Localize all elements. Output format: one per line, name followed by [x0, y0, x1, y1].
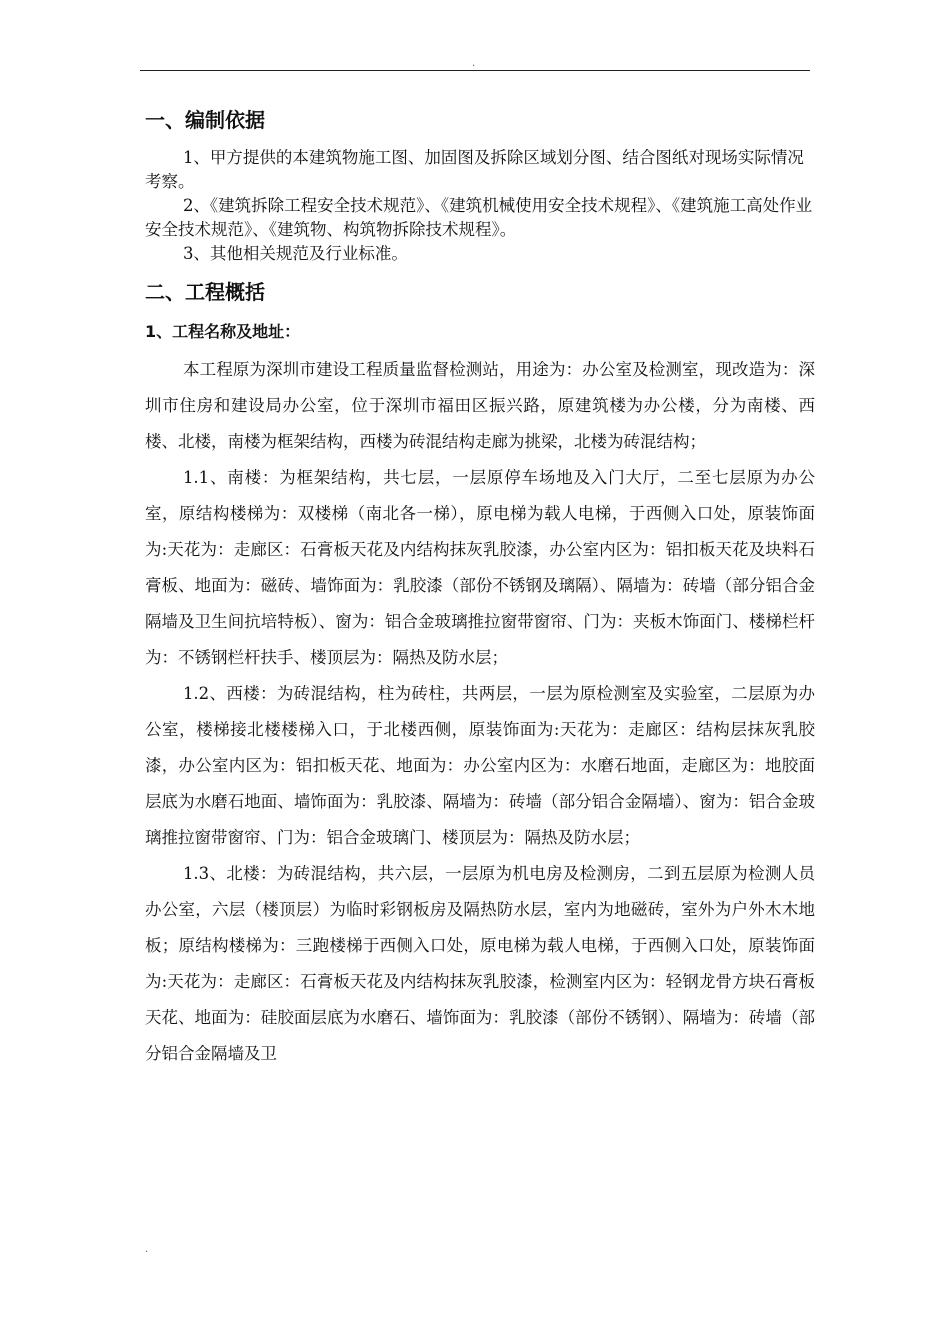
overview-paragraph: 本工程原为深圳市建设工程质量监督检测站，用途为：办公室及检测室，现改造为：深圳市住房和建设局办公室，位于深圳市福田区振兴路，原建筑楼为办公楼，分为南楼、西楼、北楼，南楼为框架结构，西楼为砖混结构走廊为挑梁，北楼为砖混结构；	[145, 360, 815, 451]
overview-text	[145, 352, 815, 1072]
section-heading-overview: 二、工程概括	[145, 280, 265, 304]
header-mark: .	[472, 58, 476, 69]
header-rule	[140, 70, 810, 71]
footer-mark: .	[145, 1244, 149, 1255]
basis-item: 2、《建筑拆除工程安全技术规范》、《建筑机械使用安全技术规程》、《建筑施工高处作业安全技术规范》、《建筑物、构筑物拆除技术规程》。	[145, 196, 813, 239]
basis-item: 3、其他相关规范及行业标准。	[182, 244, 408, 263]
west-building-paragraph: 1.2、西楼：为砖混结构，柱为砖柱，共两层，一层为原检测室及实验室，二层原为办公室，楼梯接北楼楼梯入口，于北楼西侧，原装饰面为:天花为：走廊区：结构层抹灰乳胶漆，办公室内区为：铝扣板天花、地面为：办公室内区为：水磨石地面，走廊区为：地胶面层底为水磨石地面、墙饰面为：乳胶漆、隔墙为：砖墙（部分铝合金隔墙）、窗为：铝合金玻璃推拉窗带窗帘、门为：铝合金玻璃门、楼顶层为：隔热及防水层；	[145, 684, 815, 847]
section-heading-basis: 一、编制依据	[145, 108, 265, 132]
document-body	[145, 100, 815, 1072]
subheading-name-address: 1、工程名称及地址：	[145, 322, 301, 341]
south-building-paragraph: 1.1、南楼：为框架结构，共七层，一层原停车场地及入门大厅，二至七层原为办公室，原结构楼梯为：双楼梯（南北各一梯），原电梯为载人电梯，于西侧入口处，原装饰面为:天花为：走廊区：石膏板天花及内结构抹灰乳胶漆，办公室内区为：铝扣板天花及块料石膏板、地面为：磁砖、墙饰面为：乳胶漆（部份不锈钢及璃隔）、隔墙为：砖墙（部分铝合金隔墙及卫生间抗培特板）、窗为：铝合金玻璃推拉窗带窗帘、门为：夹板木饰面门、楼梯栏杆为：不锈钢栏杆扶手、楼顶层为：隔热及防水层；	[145, 468, 815, 667]
basis-item: 1、甲方提供的本建筑物施工图、加固图及拆除区域划分图、结合图纸对现场实际情况考察。	[145, 148, 804, 191]
basis-list	[145, 140, 815, 272]
north-building-paragraph: 1.3、北楼：为砖混结构，共六层，一层原为机电房及检测房，二到五层原为检测人员办公室，六层（楼顶层）为临时彩钢板房及隔热防水层，室内为地磁砖，室外为户外木木地板；原结构楼梯为：三跑楼梯于西侧入口处，原电梯为载人电梯，于西侧入口处，原装饰面为:天花为：走廊区：石膏板天花及内结构抹灰乳胶漆，检测室内区为：轻钢龙骨方块石膏板天花、地面为：硅胶面层底为水磨石、墙饰面为：乳胶漆（部份不锈钢）、隔墙为：砖墙（部分铝合金隔墙及卫	[145, 864, 815, 1063]
